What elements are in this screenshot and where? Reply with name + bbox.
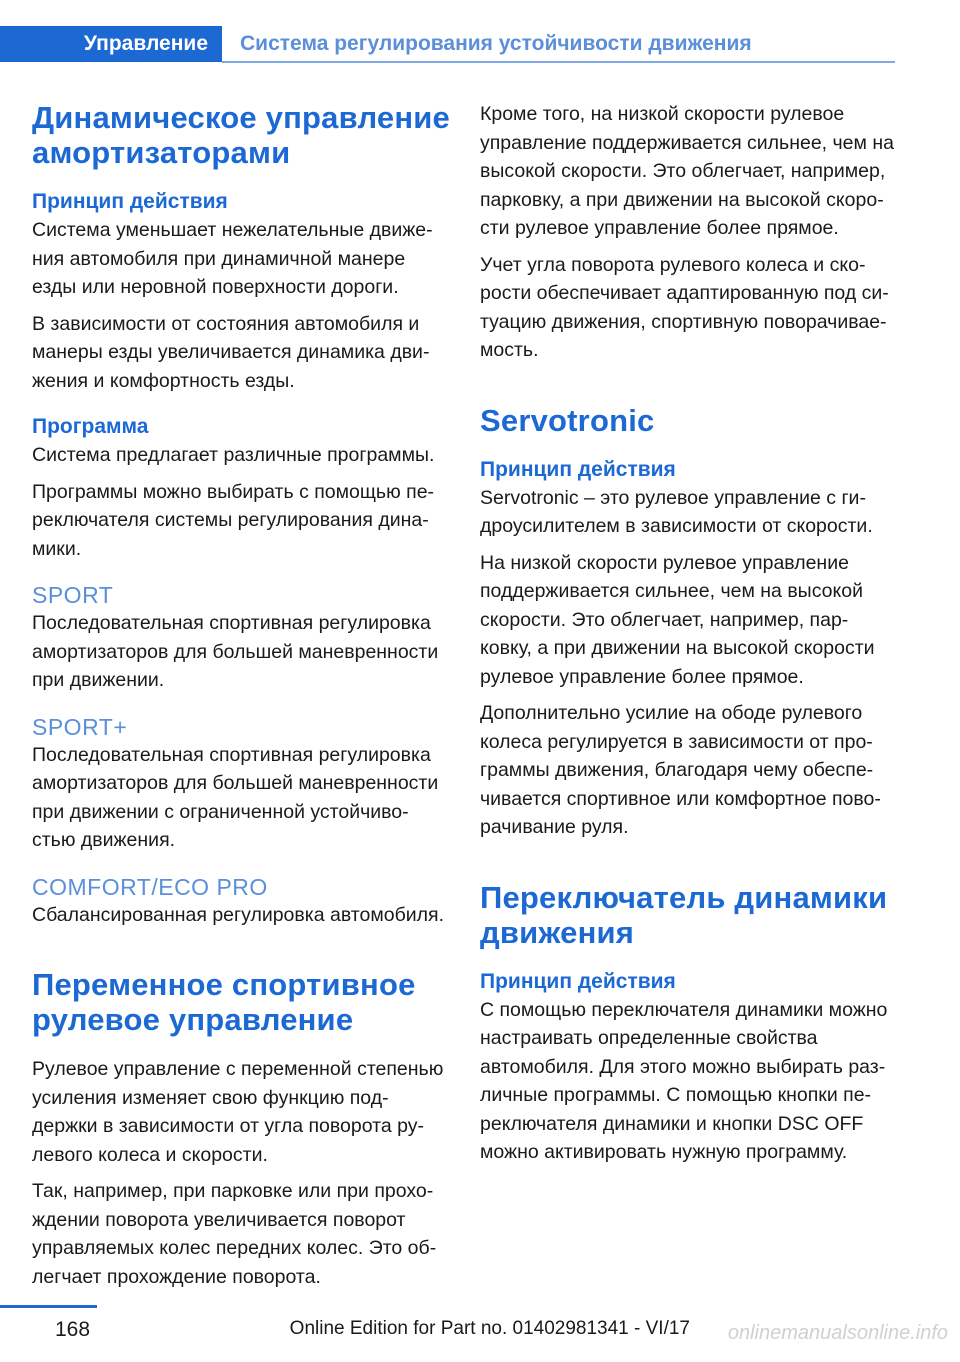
- paragraph: Servotronic – это рулевое управление с ги-дроусилителем в зависимости от скорости.: [480, 486, 873, 537]
- subheading-principle: Принцип действия: [480, 457, 676, 481]
- paragraph: Учет угла поворота рулевого колеса и ско-рости обеспечивает адаптированную под си-туацию движения, спортивную поворачивае-мость.: [480, 253, 889, 361]
- paragraph: Последовательная спортивная регулировка амортизаторов для большей маневренности при движении с ограниченной устойчиво-стью движения.: [32, 743, 439, 851]
- paragraph: Сбалансированная регулировка автомобиля.: [32, 903, 444, 926]
- left-column: [32, 100, 450, 1291]
- edition-note: Online Edition for Part no. 01402981341 - VI/17: [289, 1318, 690, 1339]
- header-divider: [222, 61, 895, 63]
- mode-sport-plus: SPORT+: [32, 713, 128, 740]
- right-column: [480, 100, 898, 1167]
- heading-servotronic: Servotronic: [480, 402, 655, 438]
- paragraph: В зависимости от состояния автомобиля и манеры езды увеличивается динамика дви-жения и комфортность езды.: [32, 312, 430, 392]
- subheading-program: Программа: [32, 415, 149, 438]
- subheading-principle: Принцип действия: [32, 190, 228, 213]
- section-title: Система регулирования устойчивости движения: [240, 32, 752, 55]
- mode-sport: SPORT: [32, 582, 114, 608]
- heading-dynamics-switch: Переключатель динамики движения: [480, 879, 888, 950]
- mode-comfort: COMFORT/ECO PRO: [32, 873, 268, 900]
- paragraph: Дополнительно усилие на ободе рулевого колеса регулируется в зависимости от про-граммы движения, благодаря чему обеспе-чивается спортивное или комфортное пово-рачивание руля.: [480, 702, 881, 838]
- paragraph: Так, например, при парковке или при прохо-ждении поворота увеличивается поворот управляемых колес передних колес. Это об-легчает прохождение поворота.: [32, 1180, 437, 1288]
- watermark: onlinemanualsonline.info: [727, 1322, 948, 1344]
- paragraph: Рулевое управление с переменной степенью усиления изменяет свою функцию под-держки в зависимости от угла поворота ру-левого колеса и скорости.: [32, 1058, 444, 1166]
- paragraph: На низкой скорости рулевое управление поддерживается сильнее, чем на высокой скорости. Это облегчает, например, пар-ковку, а при движении на высокой скорости рулевое управление более прямое.: [480, 551, 875, 688]
- subheading-principle: Принцип действия: [480, 969, 676, 993]
- heading-steering: Переменное спортивное рулевое управление: [32, 967, 416, 1037]
- page-number: 168: [55, 1318, 91, 1341]
- paragraph: С помощью переключателя динамики можно настраивать определенные свойства автомобиля. Для этого можно выбирать раз-личные программы. С помощью кнопки пе-реключателя динамики и кнопки DSC OFF можно активировать нужную программу.: [480, 998, 888, 1163]
- paragraph: Кроме того, на низкой скорости рулевое управление поддерживается сильнее, чем на высокой скорости. Это облегчает, например, парковку, а при движении на высокой скоро-сти рулевое управление более прямое.: [480, 103, 894, 239]
- heading-dampers: Динамическое управление амортизаторами: [32, 100, 450, 170]
- running-header: [0, 26, 895, 62]
- paragraph: Система предлагает различные программы.: [32, 444, 435, 466]
- paragraph: Последовательная спортивная регулировка амортизаторов для большей маневренности при движении.: [32, 612, 439, 691]
- footer-divider: [0, 1305, 97, 1308]
- chapter-tab: Управление: [0, 26, 222, 62]
- paragraph: Программы можно выбирать с помощью пе-реключателя системы регулирования дина-мики.: [32, 480, 435, 560]
- paragraph: Система уменьшает нежелательные движе-ния автомобиля при динамичной манере езды или неровной поверхности дороги.: [32, 219, 433, 298]
